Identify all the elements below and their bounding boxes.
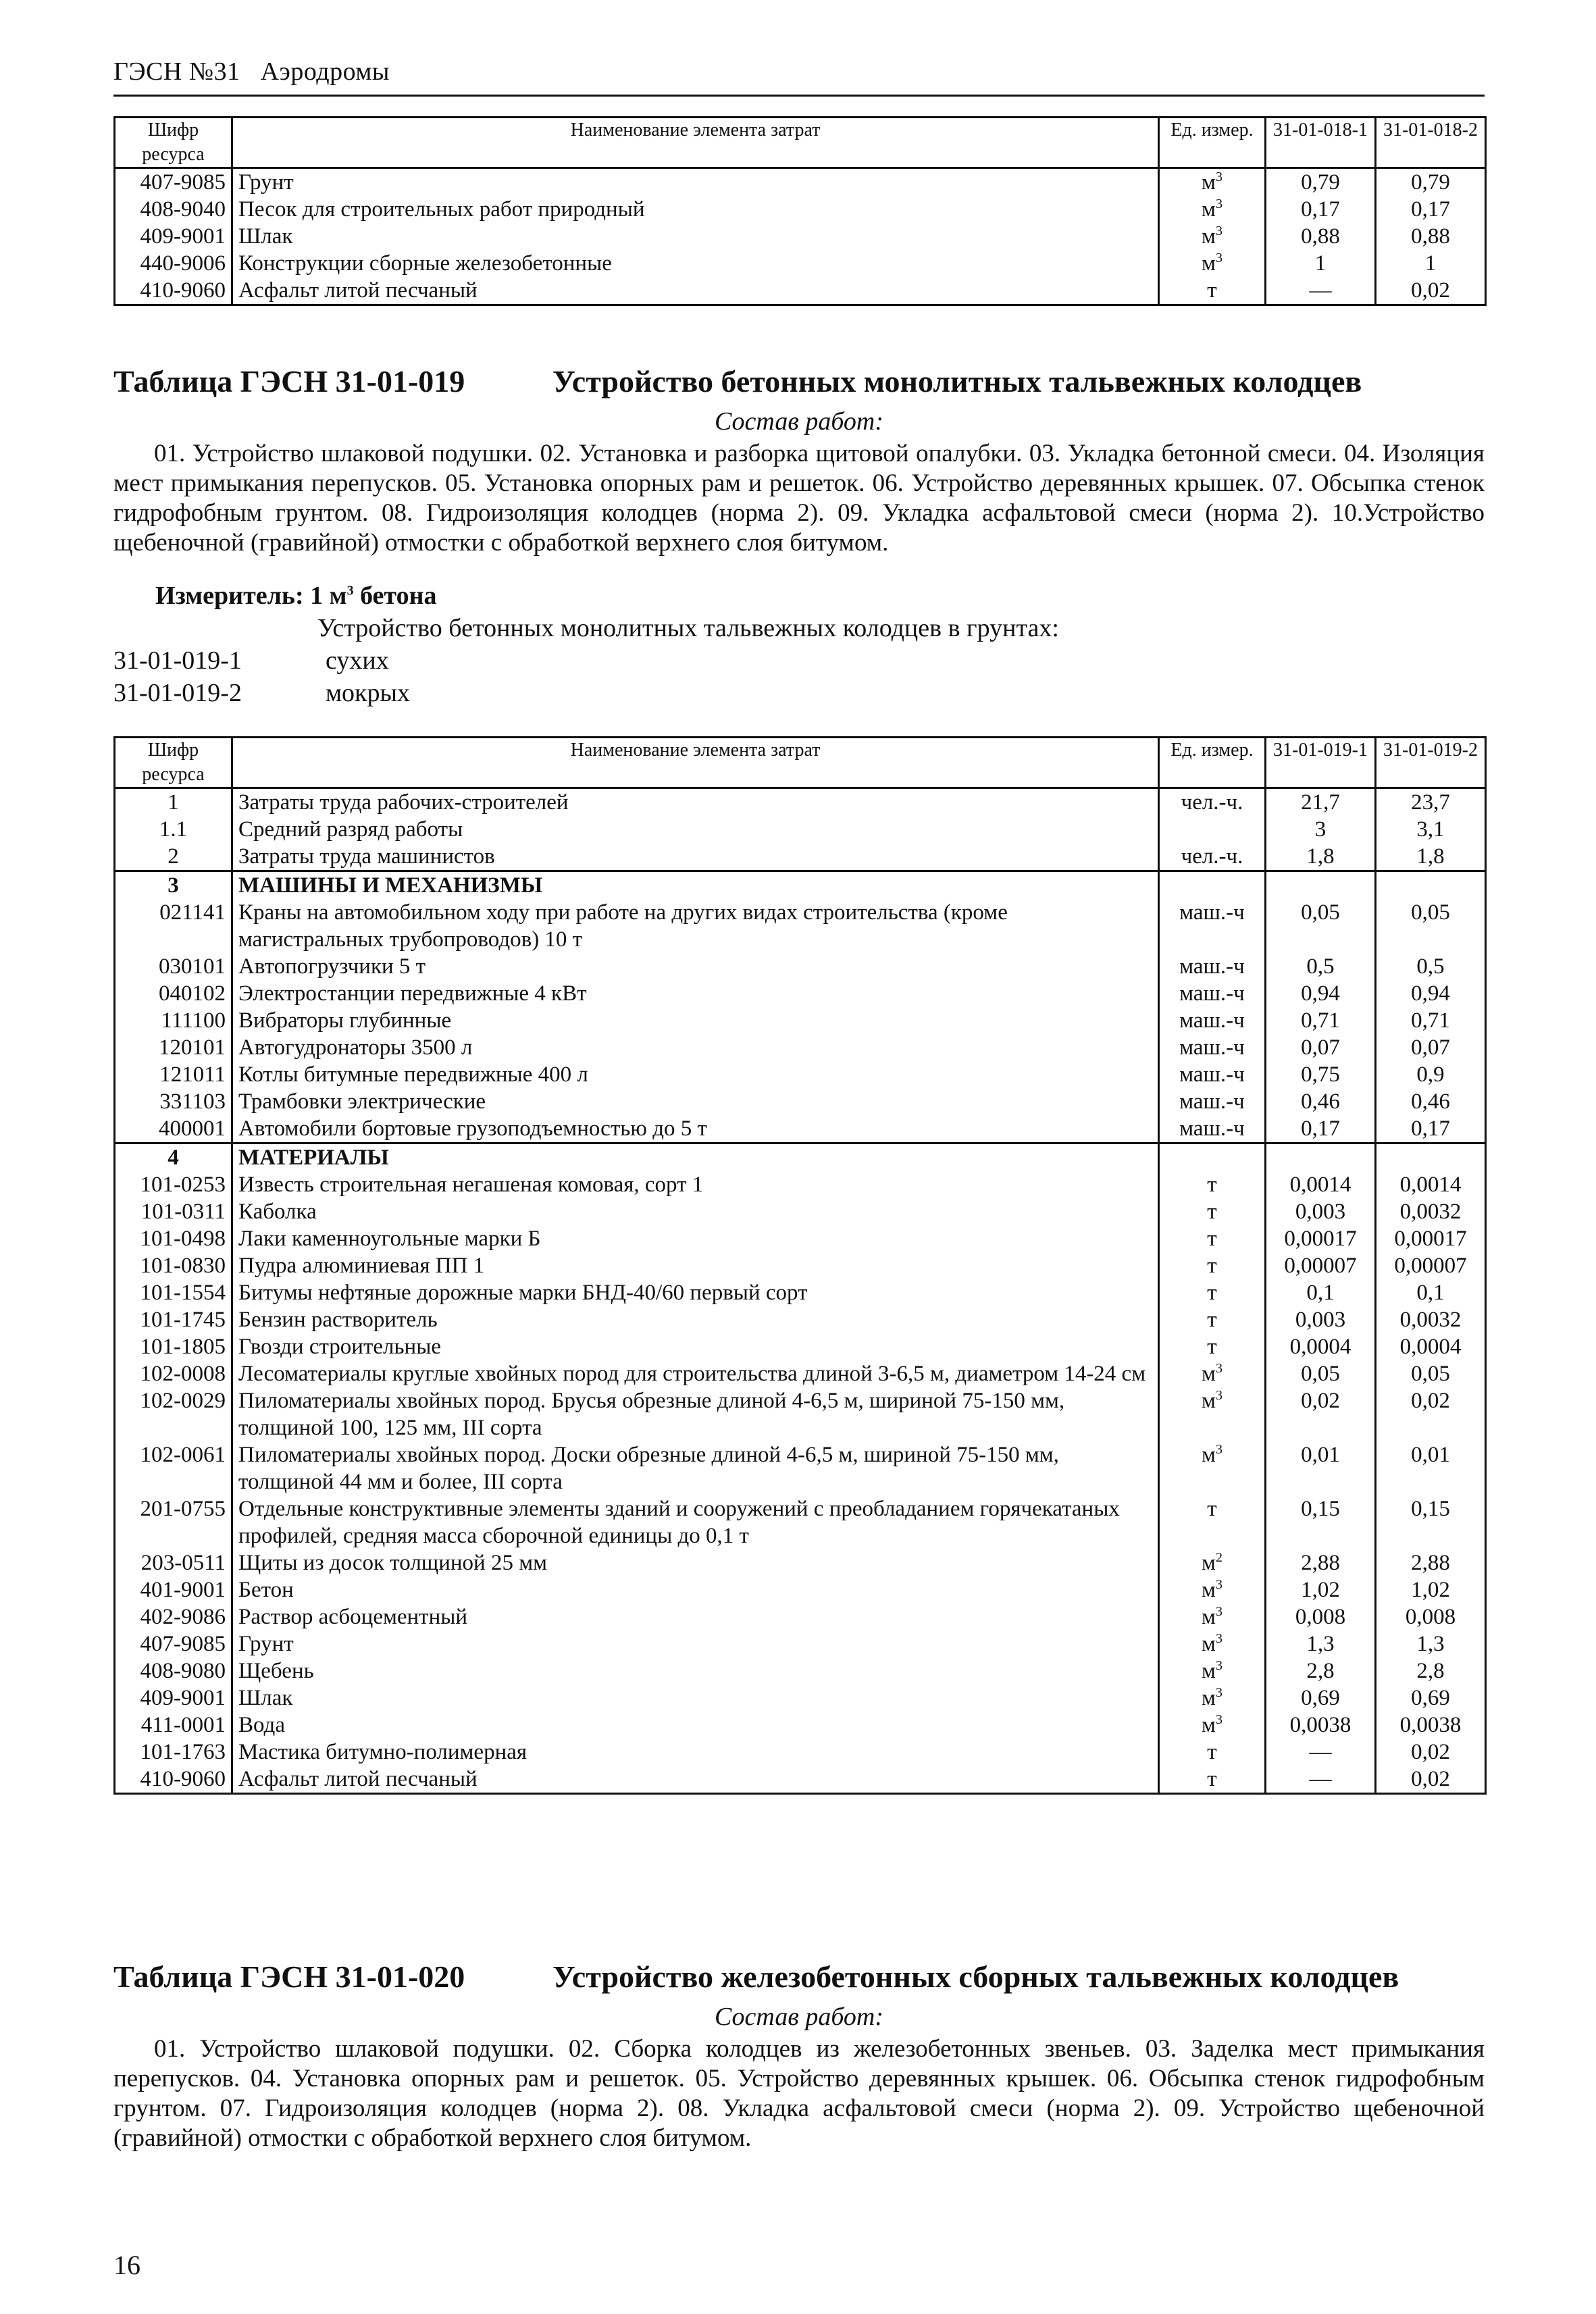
cell-code: 201-0755 <box>115 1495 232 1549</box>
cell-unit: т <box>1159 1279 1266 1306</box>
table-row <box>115 788 1486 817</box>
cell-code: 407-9085 <box>115 168 232 197</box>
cell-value-2: 0,5 <box>1376 953 1486 980</box>
cell-value-2: 0,02 <box>1376 1739 1486 1766</box>
cell-name: Бензин растворитель <box>232 1306 1159 1333</box>
cell-unit: $м^3$ <box>1159 196 1266 223</box>
cell-code: 102-0061 <box>115 1441 232 1495</box>
cell-unit: т <box>1159 1225 1266 1252</box>
table-header-row <box>115 738 1486 788</box>
cell-value-1: 1 <box>1266 250 1376 277</box>
cell-value-1: 0,02 <box>1266 1387 1376 1441</box>
cell-code: 120101 <box>115 1034 232 1061</box>
cell-name: Асфальт литой песчаный <box>232 277 1159 305</box>
cell-value-1: 0,17 <box>1266 196 1376 223</box>
cell-name: Щебень <box>232 1657 1159 1685</box>
cell-unit: маш.-ч <box>1159 1115 1266 1143</box>
cell-name: Грунт <box>232 168 1159 197</box>
table-019 <box>113 736 1487 1795</box>
running-header <box>113 57 1485 86</box>
cell-code: 101-1554 <box>115 1279 232 1306</box>
cell-value-1: 0,79 <box>1266 168 1376 197</box>
cell-code: 331103 <box>115 1088 232 1115</box>
cell-value-1: 0,05 <box>1266 1360 1376 1387</box>
cell-code: 407-9085 <box>115 1630 232 1657</box>
cell-value-2: 3,1 <box>1376 816 1486 843</box>
cell-name: МАТЕРИАЛЫ <box>232 1143 1159 1172</box>
cell-unit: $м^2$ <box>1159 1549 1266 1576</box>
table-row <box>115 1441 1486 1495</box>
cell-value-1: 2,88 <box>1266 1549 1376 1576</box>
cell-value-2: 0,88 <box>1376 223 1486 250</box>
cell-unit: $м^3$ <box>1159 1441 1266 1495</box>
cell-name: Вибраторы глубинные <box>232 1007 1159 1034</box>
table-020-number: Таблица ГЭСН 31-01-020 <box>113 1959 465 1994</box>
table-row <box>115 1115 1486 1143</box>
table-019-measure: Измеритель: 1 $м^3$ бетона <box>155 582 437 610</box>
variant-1-code: 31-01-019-1 <box>113 646 242 675</box>
header-rule <box>113 95 1485 97</box>
cell-unit: $м^3$ <box>1159 1685 1266 1712</box>
table-row <box>115 277 1486 305</box>
col-018-1-header: 31-01-018-1 <box>1266 118 1376 168</box>
table-020-composition: 01. Устройство шлаковой подушки. 02. Сборка колодцев из железобетонных звеньев. 03. Заделка мест примыкания перепусков. 04. Установка опорных рам и решеток. 05. Устройство деревянных крышек. 06. Обсыпка стенок гидрофобным грунтом. 07. Гидроизоляция колодцев (норма 2). 08. Укладка асфальтовой смеси (норма 2). 09. Устройство щебеночной (гравийной) отмостки с обработкой верхнего слоя битумом. <box>113 2035 1485 2152</box>
cell-name: Средний разряд работы <box>232 816 1159 843</box>
cell-unit: $м^3$ <box>1159 1360 1266 1387</box>
cell-name: Известь строительная негашеная комовая, сорт 1 <box>232 1171 1159 1198</box>
cell-value-1: 0,71 <box>1266 1007 1376 1034</box>
cell-value-2: 2,88 <box>1376 1549 1486 1576</box>
cell-value-1: 0,46 <box>1266 1088 1376 1115</box>
table-row <box>115 196 1486 223</box>
table-row <box>115 1088 1486 1115</box>
cell-value-1: 0,00017 <box>1266 1225 1376 1252</box>
cell-value-1: 0,75 <box>1266 1061 1376 1088</box>
cell-code: 402-9086 <box>115 1603 232 1630</box>
cell-name: Котлы битумные передвижные 400 л <box>232 1061 1159 1088</box>
table-row <box>115 1225 1486 1252</box>
cell-code: 410-9060 <box>115 1766 232 1794</box>
cell-value-2: 1 <box>1376 250 1486 277</box>
cell-name: Мастика битумно-полимерная <box>232 1739 1159 1766</box>
col-unit-header: Ед. измер. <box>1159 738 1266 788</box>
cell-code: 121011 <box>115 1061 232 1088</box>
table-020-caption <box>113 1959 1485 1999</box>
col-name-header: Наименование элемента затрат <box>232 118 1159 168</box>
table-row <box>115 1657 1486 1685</box>
cell-value-1: — <box>1266 1739 1376 1766</box>
table-row <box>115 1061 1486 1088</box>
cell-unit <box>1159 816 1266 843</box>
cell-value-1: 0,008 <box>1266 1603 1376 1630</box>
cell-name: Электростанции передвижные 4 кВт <box>232 980 1159 1007</box>
cell-value-1: 0,05 <box>1266 899 1376 953</box>
col-018-2-header: 31-01-018-2 <box>1376 118 1486 168</box>
cell-value-1: 0,88 <box>1266 223 1376 250</box>
page-number: 16 <box>113 2250 140 2280</box>
cell-unit: $м^3$ <box>1159 223 1266 250</box>
cell-code: 1 <box>115 788 232 817</box>
cell-name: Лесоматериалы круглые хвойных пород для строительства длиной 3-6,5 м, диаметром 14-24 см <box>232 1360 1159 1387</box>
header-section: Аэродромы <box>260 57 390 86</box>
table-row <box>115 843 1486 871</box>
table-019-composition: 01. Устройство шлаковой подушки. 02. Установка и разборка щитовой опалубки. 03. Укладка бетонной смеси. 04. Изоляция мест примыкания перепусков. 05. Установка опорных рам и решеток. 06. Устройство деревянных крышек. 07. Обсыпка стенок гидрофобным грунтом. 08. Гидроизоляция колодцев (норма 2). 09. Укладка асфальтовой смеси (норма 2). 10.Устройство щебеночной (гравийной) отмостки с обработкой верхнего слоя битумом. <box>113 440 1485 557</box>
table-019-number: Таблица ГЭСН 31-01-019 <box>113 364 465 398</box>
cell-unit: чел.-ч. <box>1159 843 1266 871</box>
table-row <box>115 250 1486 277</box>
col-unit-header: Ед. измер. <box>1159 118 1266 168</box>
table-row <box>115 1333 1486 1360</box>
cell-code: 3 <box>115 871 232 900</box>
cell-name: Бетон <box>232 1576 1159 1603</box>
table-row <box>115 1576 1486 1603</box>
cell-unit: маш.-ч <box>1159 1007 1266 1034</box>
cell-value-1: 2,8 <box>1266 1657 1376 1685</box>
cell-value-2: 0,00017 <box>1376 1225 1486 1252</box>
cell-name: МАШИНЫ И МЕХАНИЗМЫ <box>232 871 1159 900</box>
cell-name: Шлак <box>232 1685 1159 1712</box>
table-019-composition-label: Состав работ: <box>714 407 884 436</box>
cell-unit <box>1159 871 1266 900</box>
cell-unit: $м^3$ <box>1159 1603 1266 1630</box>
cell-value-1: 21,7 <box>1266 788 1376 817</box>
cell-value-1 <box>1266 1143 1376 1172</box>
cell-unit: $м^3$ <box>1159 250 1266 277</box>
cell-name: Песок для строительных работ природный <box>232 196 1159 223</box>
cell-code: 203-0511 <box>115 1549 232 1576</box>
col-name-header: Наименование элемента затрат <box>232 738 1159 788</box>
cell-value-2: 0,9 <box>1376 1061 1486 1088</box>
cell-value-1: 0,003 <box>1266 1306 1376 1333</box>
cell-name: Пудра алюминиевая ПП 1 <box>232 1252 1159 1279</box>
cell-code: 408-9080 <box>115 1657 232 1685</box>
cell-unit: $м^3$ <box>1159 1657 1266 1685</box>
table-row <box>115 1034 1486 1061</box>
cell-value-2: 0,79 <box>1376 168 1486 197</box>
cell-unit: т <box>1159 277 1266 305</box>
cell-unit: т <box>1159 1306 1266 1333</box>
cell-value-1: 0,94 <box>1266 980 1376 1007</box>
cell-name: Грунт <box>232 1630 1159 1657</box>
cell-value-1: 1,3 <box>1266 1630 1376 1657</box>
cell-name: Пиломатериалы хвойных пород. Доски обрезные длиной 4-6,5 м, шириной 75-150 мм, толщиной 44 мм и более, III сорта <box>232 1441 1159 1495</box>
table-row <box>115 1360 1486 1387</box>
table-row <box>115 1252 1486 1279</box>
table-row <box>115 223 1486 250</box>
cell-unit: $м^3$ <box>1159 1630 1266 1657</box>
cell-code: 101-0311 <box>115 1198 232 1225</box>
variant-2-label: мокрых <box>326 679 411 707</box>
cell-name: Вода <box>232 1712 1159 1739</box>
table-row <box>115 1387 1486 1441</box>
cell-name: Автогудронаторы 3500 л <box>232 1034 1159 1061</box>
col-code-header: Шифр ресурса <box>115 118 232 168</box>
cell-unit: $м^3$ <box>1159 1387 1266 1441</box>
table-row <box>115 1766 1486 1794</box>
cell-value-1: 3 <box>1266 816 1376 843</box>
cell-value-1: — <box>1266 277 1376 305</box>
cell-name: Отдельные конструктивные элементы зданий и сооружений с преобладанием горячекатаных профилей, средняя масса сборочной единицы до 0,1 т <box>232 1495 1159 1549</box>
cell-value-1: 0,07 <box>1266 1034 1376 1061</box>
table-row <box>115 168 1486 197</box>
table-020-composition-label: Состав работ: <box>714 2003 884 2031</box>
cell-name: Краны на автомобильном ходу при работе на других видах строительства (кроме магистральных трубопроводов) 10 т <box>232 899 1159 953</box>
cell-value-1: 0,01 <box>1266 1441 1376 1495</box>
cell-value-2: 0,17 <box>1376 1115 1486 1143</box>
cell-value-1 <box>1266 871 1376 900</box>
cell-code: 1.1 <box>115 816 232 843</box>
cell-name: Каболка <box>232 1198 1159 1225</box>
cell-code: 409-9001 <box>115 1685 232 1712</box>
cell-name: Затраты труда машинистов <box>232 843 1159 871</box>
table-018-body <box>115 168 1486 305</box>
cell-value-1: 0,0014 <box>1266 1171 1376 1198</box>
cell-unit: т <box>1159 1766 1266 1794</box>
cell-value-1: 0,1 <box>1266 1279 1376 1306</box>
cell-value-2 <box>1376 1143 1486 1172</box>
variant-1-label: сухих <box>326 646 389 675</box>
variant-2-code: 31-01-019-2 <box>113 679 242 707</box>
cell-unit: т <box>1159 1739 1266 1766</box>
cell-code: 101-0830 <box>115 1252 232 1279</box>
cell-value-2: 0,0038 <box>1376 1712 1486 1739</box>
table-row <box>115 816 1486 843</box>
cell-code: 411-0001 <box>115 1712 232 1739</box>
cell-value-1: 0,0038 <box>1266 1712 1376 1739</box>
cell-value-1: 0,0004 <box>1266 1333 1376 1360</box>
table-row <box>115 1007 1486 1034</box>
cell-value-2: 0,0004 <box>1376 1333 1486 1360</box>
cell-value-1: — <box>1266 1766 1376 1794</box>
table-020-title: Устройство железобетонных сборных тальвежных колодцев <box>552 1959 1399 1994</box>
cell-code: 111100 <box>115 1007 232 1034</box>
cell-value-1: 0,003 <box>1266 1198 1376 1225</box>
cell-unit: чел.-ч. <box>1159 788 1266 817</box>
cell-value-1: 0,69 <box>1266 1685 1376 1712</box>
cell-value-1: 1,02 <box>1266 1576 1376 1603</box>
cell-name: Трамбовки электрические <box>232 1088 1159 1115</box>
cell-code: 101-0498 <box>115 1225 232 1252</box>
table-row <box>115 1495 1486 1549</box>
cell-value-1: 0,00007 <box>1266 1252 1376 1279</box>
cell-value-2: 0,05 <box>1376 1360 1486 1387</box>
col-code-header: Шифр ресурса <box>115 738 232 788</box>
table-row <box>115 1198 1486 1225</box>
cell-value-2: 23,7 <box>1376 788 1486 817</box>
cell-value-2: 0,05 <box>1376 899 1486 953</box>
cell-name: Лаки каменноугольные марки Б <box>232 1225 1159 1252</box>
table-019-body <box>115 788 1486 1794</box>
cell-value-1: 0,17 <box>1266 1115 1376 1143</box>
cell-name: Асфальт литой песчаный <box>232 1766 1159 1794</box>
cell-unit: маш.-ч <box>1159 1088 1266 1115</box>
cell-value-2: 1,8 <box>1376 843 1486 871</box>
cell-code: 4 <box>115 1143 232 1172</box>
table-row <box>115 1143 1486 1172</box>
table-row <box>115 1603 1486 1630</box>
cell-unit <box>1159 1143 1266 1172</box>
table-row <box>115 1630 1486 1657</box>
cell-code: 401-9001 <box>115 1576 232 1603</box>
cell-name: Гвозди строительные <box>232 1333 1159 1360</box>
cell-value-2: 0,02 <box>1376 1387 1486 1441</box>
table-row <box>115 1279 1486 1306</box>
cell-value-1: 0,5 <box>1266 953 1376 980</box>
header-doc: ГЭСН №31 <box>113 57 240 86</box>
cell-name: Автомобили бортовые грузоподъемностью до 5 т <box>232 1115 1159 1143</box>
col-019-1-header: 31-01-019-1 <box>1266 738 1376 788</box>
cell-code: 021141 <box>115 899 232 953</box>
cell-value-2: 0,69 <box>1376 1685 1486 1712</box>
cell-code: 102-0029 <box>115 1387 232 1441</box>
cell-unit: т <box>1159 1495 1266 1549</box>
table-row <box>115 1549 1486 1576</box>
cell-code: 101-0253 <box>115 1171 232 1198</box>
cell-value-2: 0,0032 <box>1376 1306 1486 1333</box>
cell-value-2: 0,17 <box>1376 196 1486 223</box>
cell-value-2: 0,1 <box>1376 1279 1486 1306</box>
cell-value-2: 2,8 <box>1376 1657 1486 1685</box>
cell-code: 101-1763 <box>115 1739 232 1766</box>
cell-name: Раствор асбоцементный <box>232 1603 1159 1630</box>
table-row <box>115 1739 1486 1766</box>
table-019-title: Устройство бетонных монолитных тальвежных колодцев <box>552 364 1362 398</box>
cell-name: Шлак <box>232 223 1159 250</box>
cell-name: Конструкции сборные железобетонные <box>232 250 1159 277</box>
table-019-caption <box>113 363 1485 404</box>
cell-unit: т <box>1159 1333 1266 1360</box>
cell-unit: $м^3$ <box>1159 1576 1266 1603</box>
cell-value-2: 0,008 <box>1376 1603 1486 1630</box>
table-row <box>115 899 1486 953</box>
col-019-2-header: 31-01-019-2 <box>1376 738 1486 788</box>
cell-code: 101-1745 <box>115 1306 232 1333</box>
cell-value-2: 0,94 <box>1376 980 1486 1007</box>
cell-code: 102-0008 <box>115 1360 232 1387</box>
cell-value-2: 0,0032 <box>1376 1198 1486 1225</box>
cell-value-1: 0,15 <box>1266 1495 1376 1549</box>
cell-code: 101-1805 <box>115 1333 232 1360</box>
cell-name: Затраты труда рабочих-строителей <box>232 788 1159 817</box>
table-row <box>115 953 1486 980</box>
cell-unit: маш.-ч <box>1159 953 1266 980</box>
cell-unit: маш.-ч <box>1159 1061 1266 1088</box>
cell-name: Битумы нефтяные дорожные марки БНД-40/60 первый сорт <box>232 1279 1159 1306</box>
table-row <box>115 1306 1486 1333</box>
cell-unit: т <box>1159 1252 1266 1279</box>
cell-value-2 <box>1376 871 1486 900</box>
cell-value-2: 0,01 <box>1376 1441 1486 1495</box>
cell-value-2: 0,15 <box>1376 1495 1486 1549</box>
cell-unit: $м^3$ <box>1159 168 1266 197</box>
cell-code: 409-9001 <box>115 223 232 250</box>
cell-code: 030101 <box>115 953 232 980</box>
cell-value-2: 1,02 <box>1376 1576 1486 1603</box>
cell-value-2: 0,07 <box>1376 1034 1486 1061</box>
cell-unit: $м^3$ <box>1159 1712 1266 1739</box>
cell-value-2: 0,46 <box>1376 1088 1486 1115</box>
cell-code: 400001 <box>115 1115 232 1143</box>
table-row <box>115 1712 1486 1739</box>
cell-code: 410-9060 <box>115 277 232 305</box>
cell-value-2: 1,3 <box>1376 1630 1486 1657</box>
cell-code: 2 <box>115 843 232 871</box>
cell-unit: маш.-ч <box>1159 1034 1266 1061</box>
cell-unit: т <box>1159 1198 1266 1225</box>
cell-name: Щиты из досок толщиной 25 мм <box>232 1549 1159 1576</box>
cell-unit: маш.-ч <box>1159 899 1266 953</box>
cell-value-2: 0,00007 <box>1376 1252 1486 1279</box>
cell-name: Пиломатериалы хвойных пород. Брусья обрезные длиной 4-6,5 м, шириной 75-150 мм, толщиной 100, 125 мм, III сорта <box>232 1387 1159 1441</box>
cell-value-1: 1,8 <box>1266 843 1376 871</box>
cell-unit: т <box>1159 1171 1266 1198</box>
table-header-row <box>115 118 1486 168</box>
table-019-lead: Устройство бетонных монолитных тальвежных колодцев в грунтах: <box>317 614 1059 642</box>
table-row <box>115 1685 1486 1712</box>
table-row <box>115 980 1486 1007</box>
cell-code: 440-9006 <box>115 250 232 277</box>
table-row <box>115 1171 1486 1198</box>
table-018 <box>113 116 1487 306</box>
cell-name: Автопогрузчики 5 т <box>232 953 1159 980</box>
cell-value-2: 0,71 <box>1376 1007 1486 1034</box>
cell-value-2: 0,02 <box>1376 1766 1486 1794</box>
cell-value-2: 0,02 <box>1376 277 1486 305</box>
cell-code: 040102 <box>115 980 232 1007</box>
table-row <box>115 871 1486 900</box>
cell-unit: маш.-ч <box>1159 980 1266 1007</box>
cell-code: 408-9040 <box>115 196 232 223</box>
cell-value-2: 0,0014 <box>1376 1171 1486 1198</box>
